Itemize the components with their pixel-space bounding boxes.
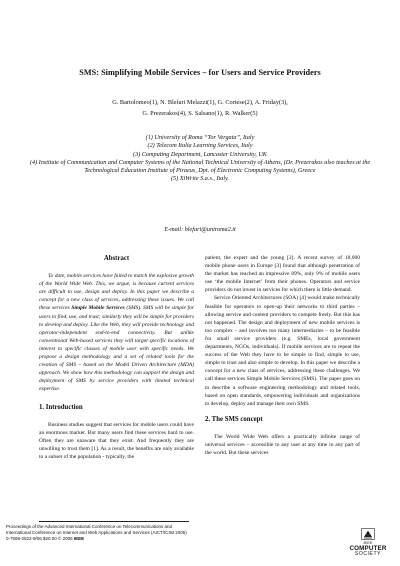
- affiliation-4: (4) Institute of Communication and Computer Systems of the National Technical University of Athens, (Dr. Prezerakos also teaches at the Technological Education Institute of Piraeus, Dpt. of Electronic Computing Systems), Greece: [29, 158, 371, 175]
- authors-line-1: G. Bartolomeo(1), N. Blefari Melazzi(1), G. Cortese(2), A. Friday(3),: [112, 99, 288, 106]
- contact-email: E-mail: blefari@uniroma2.it: [164, 226, 236, 233]
- logo-text-computer: COMPUTER: [349, 544, 387, 552]
- abstract-text: [39, 272, 194, 393]
- intro-paragraph-1: Business studies suggest that services for mobile users could have an enormous market. But many users find these services hard to use. Often they are unaware that they exist. And frequently they are unwilling to trust them [1]. As a result, the benefits are only available to a subset of the population - typically, the: [39, 421, 194, 460]
- section-heading-introduction: 1. Introduction: [39, 403, 83, 411]
- left-column: [39, 255, 194, 461]
- footer-rule: [39, 521, 189, 522]
- footnote-line-1: Proceedings of the Advanced International Conference on Telecommunications and: [6, 524, 173, 529]
- footnote-line-3: [6, 536, 336, 542]
- abstract-text-bold: Simple Mobile Services: [71, 305, 125, 312]
- footnote-isbn: 0-7695-2522-9/06 $20.00 © 2006: [6, 536, 74, 542]
- computer-society-mark-icon: [361, 528, 375, 540]
- proceedings-footnote: [6, 524, 336, 543]
- logo-text-ieee: IEEE: [363, 540, 373, 545]
- affiliation-1: (1) University of Roma “Tor Vergata”, Italy: [145, 134, 255, 141]
- affiliation-5: (5) XiWrite S.a.s., Italy.: [170, 175, 230, 183]
- authors-line-2: G. Prezerakos(4), S. Salsano(1), R. Walker(5): [142, 110, 258, 117]
- paper-title: SMS: Simplifying Mobile Services – for Users and Service Providers: [79, 68, 321, 77]
- intro-paragraph-2: Service Oriented Architectures (SOA) [4] would make technically feasible for operators to open-up their networks to third parties – allowing service and content providers to compete freely. But this has not happened. The design and deployment of new mobile services is too complex – and involves too many intermediaries – to be feasible for small service providers (e.g. SMEs, local government departments, NGOs, individuals). If mobile services are to repeat the success of the Web they have to be simple to find, simple to use, simple to trust and also simple to develop. In this paper we describe a concept for a new class of services, addressing these challenges. We call these services Simple Mobile Services (SMS). The paper goes on to describe a software engineering methodology and related tools, based on open standards, empowering individuals and organizations to develop, deploy and manage their own SMS.: [205, 295, 360, 407]
- right-column: [205, 254, 360, 457]
- intro-paragraph-1-continued: patient, the expert and the young [2]. A recent survey of 18,000 mobile phone users in Europe [3] found that although penetration of the market has reached an impressive 89%, only 9% of mobile users use ‘the mobile Internet’ from their phones. Operators and service providers do not invest in services for which there is little demand.: [205, 255, 360, 294]
- footnote-line-2: International Conference on Internet and Web Applications and Services (AICT/ICIW 2006): [6, 530, 187, 536]
- section-heading-sms-concept: 2. The SMS concept: [205, 415, 263, 423]
- affiliations: [26, 134, 374, 184]
- abstract-heading: Abstract: [103, 255, 130, 262]
- ieee-brand: IEEE: [73, 536, 85, 542]
- logo-text-society: SOCIETY: [354, 551, 382, 557]
- computer-society-logo: [342, 528, 394, 564]
- affiliation-3: (3) Computing Department, Lancaster University, UK: [133, 150, 267, 158]
- author-list: [40, 97, 360, 119]
- abstract-text-end: (SMS). SMS will be simple for users to find, use, and trust; similarly they will be simple for providers to develop and deploy. Like the Web, they will provide technology and operator-independent end-to-end connectivity. But unlike conventional Web-based services they will target specific locations of interest to specific classes of mobile user with specific needs. We propose a design methodology and a set of related tools for the creation of SMS – based on the Model Driven Architecture (MDA) approach. We show how this methodology can support the design and deployment of SMS by service providers with limited technical expertise.: [39, 305, 195, 393]
- concept-paragraph-1: The World Wide Web offers a practically infinite range of universal services – accessible to any user at any time in any part of the world. But these services: [205, 433, 360, 457]
- affiliation-2: (2) Telecom Italia Learning Services, Italy: [147, 142, 253, 150]
- abstract-text-start: To date, mobile services have failed to match the explosive growth of the World Wide Web. This, we argue, is because current services are difficult to use, design and deploy. In this paper we describe a concept for a new class of services, addressing these issues. We call these services: [39, 273, 194, 312]
